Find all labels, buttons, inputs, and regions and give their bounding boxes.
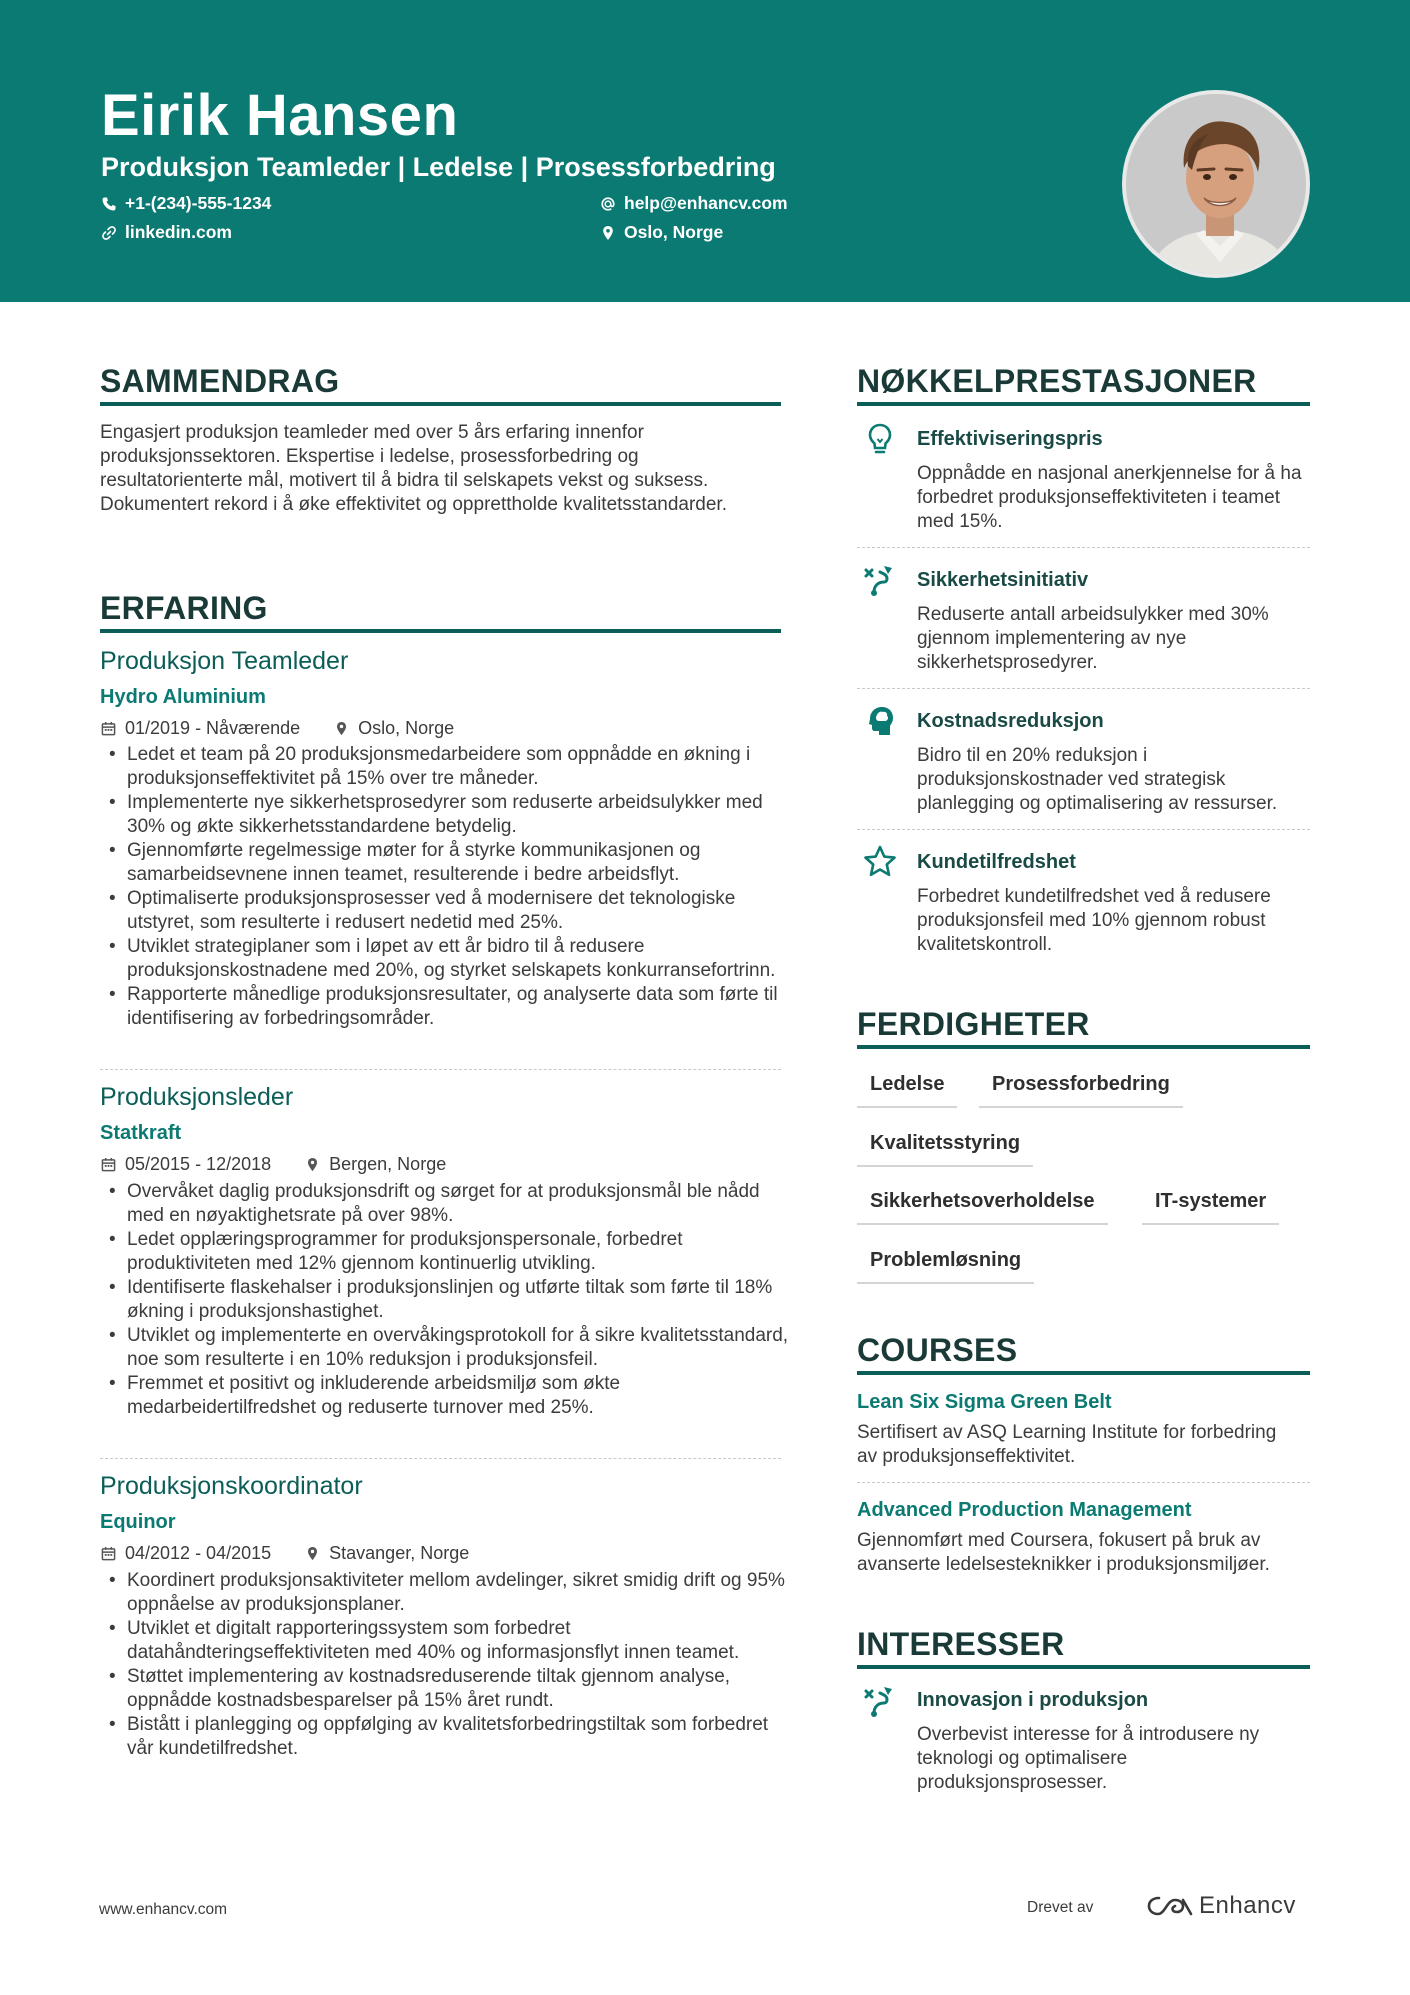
course-text: Gjennomført med Coursera, fokusert på bruk av avanserte ledelsesteknikker i produksjonsmiljøer.: [857, 1530, 1270, 1575]
company-name: Equinor: [100, 1511, 176, 1533]
bullet-item: • Ledet et team på 20 produksjonsmedarbeidere som oppnådde en økning i produksjonseffektivitet på 15% over tre måneder.: [100, 743, 790, 791]
footer-powered-by: Drevet av: [1027, 1899, 1094, 1916]
divider: [857, 1482, 1310, 1483]
job-location: Stavanger, Norge: [329, 1543, 470, 1563]
header-banner: [0, 0, 1410, 302]
skill-tag: Ledelse: [857, 1073, 957, 1108]
bullet-item: • Koordinert produksjonsaktiviteter mellom avdelinger, sikret smidig drift og 95% oppnåelse av produksjonsplaner.: [100, 1569, 790, 1617]
job-location: Oslo, Norge: [358, 718, 455, 738]
enhancv-logo[interactable]: [1147, 1892, 1296, 1920]
company-name: Hydro Aluminium: [100, 686, 266, 708]
route-icon: [862, 562, 898, 598]
bullet-item: • Rapporterte månedlige produksjonsresultater, og analyserte data som førte til identifisering av forbedringsområder.: [100, 983, 790, 1031]
experience-heading: ERFARING: [100, 590, 268, 626]
bullet-item: • Utviklet et digitalt rapporteringssystem som forbedret datahåndteringseffektiviteten med 40% og informasjonsflyt innen teamet.: [100, 1617, 790, 1665]
skill-tag: IT-systemer: [1142, 1190, 1279, 1225]
at-icon: [600, 196, 616, 212]
phone-icon: [101, 196, 117, 212]
achievements-rule: [857, 402, 1310, 406]
courses-rule: [857, 1371, 1310, 1375]
achievement-title: Effektiviseringspris: [917, 428, 1103, 450]
bullet-item: • Bistått i planlegging og oppfølging av kvalitetsforbedringstiltak som forbedret vår kundetilfredshet.: [100, 1713, 790, 1761]
summary-heading: SAMMENDRAG: [100, 363, 340, 399]
job-bullets: [100, 1569, 790, 1761]
map-pin-icon: [305, 1157, 320, 1172]
interest-title: Innovasjon i produksjon: [917, 1689, 1149, 1711]
contact-phone[interactable]: [101, 193, 271, 214]
course-title: Advanced Production Management: [857, 1499, 1192, 1521]
achievement-title: Kundetilfredshet: [917, 851, 1076, 873]
summary-text: Engasjert produksjon teamleder med over 5 års erfaring innenfor produksjonssektoren. Ekspertise i ledelse, prosessforbedring og resultatorienterte mål, motivert til å bidra til selskapets vekst og suksess. Dokumentert rekord i å øke effektivitet og opprettholde kvalitetsstandarder.: [100, 422, 727, 515]
bullet-item: • Gjennomførte regelmessige møter for å styrke kommunikasjonen og samarbeidsevnene innen teamet, resulterende i bedre arbeidsflyt.: [100, 839, 790, 887]
job-bullets: [100, 1180, 790, 1420]
contact-email[interactable]: [600, 193, 788, 214]
bullet-item: • Overvåket daglig produksjonsdrift og sørget for at produksjonsmål ble nådd med en nøyaktighetsrate på over 98%.: [100, 1180, 790, 1228]
route-icon: [862, 1683, 898, 1719]
bullet-item: • Støttet implementering av kostnadsreduserende tiltak gjennom analyse, oppnådde kostnadsbesparelser på 15% året rundt.: [100, 1665, 790, 1713]
star-icon: [862, 844, 898, 880]
skill-tag: Sikkerhetsoverholdelse: [857, 1190, 1108, 1225]
job-meta: [101, 718, 454, 739]
interests-heading: INTERESSER: [857, 1626, 1065, 1662]
link-icon: [101, 225, 117, 241]
bullet-item: • Fremmet et positivt og inkluderende arbeidsmiljø som økte medarbeidertilfredshet og reduserte turnover med 25%.: [100, 1372, 790, 1420]
calendar-icon: [101, 1157, 116, 1172]
enhancv-logo-mark-icon: [1147, 1894, 1193, 1918]
interest-text: Overbevist interesse for å introdusere ny teknologi og optimalisere produksjonsprosesser.: [917, 1724, 1260, 1793]
calendar-icon: [101, 721, 116, 736]
divider: [857, 688, 1310, 689]
contact-linkedin[interactable]: [101, 222, 232, 243]
skills-rule: [857, 1045, 1310, 1049]
profile-photo: [1122, 90, 1310, 278]
portrait-illustration: [1126, 94, 1310, 278]
bullet-item: • Utviklet og implementerte en overvåkingsprotokoll for å sikre kvalitetsstandard, noe som resulterte i en 10% reduksjon i produksjonsfeil.: [100, 1324, 790, 1372]
job-title: Produksjon Teamleder: [100, 647, 349, 675]
linkedin-text: linkedin.com: [125, 222, 232, 242]
achievement-text: Bidro til en 20% reduksjon i produksjonskostnader ved strategisk planlegging og optimalisering av ressurser.: [917, 745, 1278, 814]
divider: [100, 1069, 781, 1070]
company-name: Statkraft: [100, 1122, 182, 1144]
experience-rule: [100, 629, 781, 633]
divider: [857, 547, 1310, 548]
map-pin-icon: [600, 225, 616, 241]
bullet-item: • Optimaliserte produksjonsprosesser ved å modernisere det teknologiske utstyret, som resulterte i redusert nedetid med 25%.: [100, 887, 790, 935]
job-dates: 04/2012 - 04/2015: [125, 1543, 272, 1563]
candidate-name: Eirik Hansen: [101, 83, 459, 148]
bullet-item: • Ledet opplæringsprogrammer for produksjonspersonale, forbedret produktiviteten med 12% gjennom kontinuerlig utvikling.: [100, 1228, 790, 1276]
email-text: help@enhancv.com: [624, 193, 788, 213]
divider: [857, 829, 1310, 830]
job-title: Produksjonsleder: [100, 1083, 294, 1111]
bullet-item: • Utviklet strategiplaner som i løpet av ett år bidro til å redusere produksjonskostnadene med 20%, og styrket selskapets konkurransefortrinn.: [100, 935, 790, 983]
map-pin-icon: [334, 721, 349, 736]
summary-rule: [100, 402, 781, 406]
skill-tag: Kvalitetsstyring: [857, 1132, 1033, 1167]
interests-rule: [857, 1665, 1310, 1669]
skill-tag: Prosessforbedring: [979, 1073, 1183, 1108]
course-text: Sertifisert av ASQ Learning Institute for forbedring av produksjonseffektivitet.: [857, 1422, 1277, 1467]
footer-website[interactable]: www.enhancv.com: [99, 1901, 228, 1918]
bullet-item: • Identifiserte flaskehalser i produksjonslinjen og utførte tiltak som førte til 18% økning i produksjonshastighet.: [100, 1276, 790, 1324]
divider: [100, 1458, 781, 1459]
achievement-text: Oppnådde en nasjonal anerkjennelse for å ha forbedret produksjonseffektiviteten i teamet med 15%.: [917, 463, 1302, 532]
location-text: Oslo, Norge: [624, 222, 724, 242]
job-dates: 05/2015 - 12/2018: [125, 1154, 272, 1174]
job-bullets: [100, 743, 790, 1031]
achievement-title: Kostnadsreduksjon: [917, 710, 1104, 732]
job-dates: 01/2019 - Nåværende: [125, 718, 301, 738]
candidate-tagline: Produksjon Teamleder | Ledelse | Prosessforbedring: [101, 152, 776, 182]
courses-heading: COURSES: [857, 1332, 1018, 1368]
contact-location: [600, 222, 723, 243]
enhancv-logo-text: Enhancv: [1199, 1892, 1296, 1919]
map-pin-icon: [305, 1546, 320, 1561]
achievement-text: Reduserte antall arbeidsulykker med 30% gjennom implementering av nye sikkerhetsprosedyrer.: [917, 604, 1269, 673]
achievements-heading: NØKKELPRESTASJONER: [857, 363, 1257, 399]
head-brain-icon: [862, 703, 898, 739]
job-title: Produksjonskoordinator: [100, 1472, 363, 1500]
achievement-text: Forbedret kundetilfredshet ved å redusere produksjonsfeil med 10% gjennom robust kvalitetskontroll.: [917, 886, 1271, 955]
course-title: Lean Six Sigma Green Belt: [857, 1391, 1112, 1413]
skill-tag: Problemløsning: [857, 1249, 1034, 1284]
job-location: Bergen, Norge: [329, 1154, 447, 1174]
phone-text: +1-(234)-555-1234: [125, 193, 272, 213]
job-meta: [101, 1154, 446, 1175]
bullet-item: • Implementerte nye sikkerhetsprosedyrer som reduserte arbeidsulykker med 30% og økte sikkerhetsstandardene betydelig.: [100, 791, 790, 839]
skills-heading: FERDIGHETER: [857, 1006, 1090, 1042]
job-meta: [101, 1543, 469, 1564]
lightbulb-icon: [862, 421, 898, 457]
calendar-icon: [101, 1546, 116, 1561]
achievement-title: Sikkerhetsinitiativ: [917, 569, 1089, 591]
